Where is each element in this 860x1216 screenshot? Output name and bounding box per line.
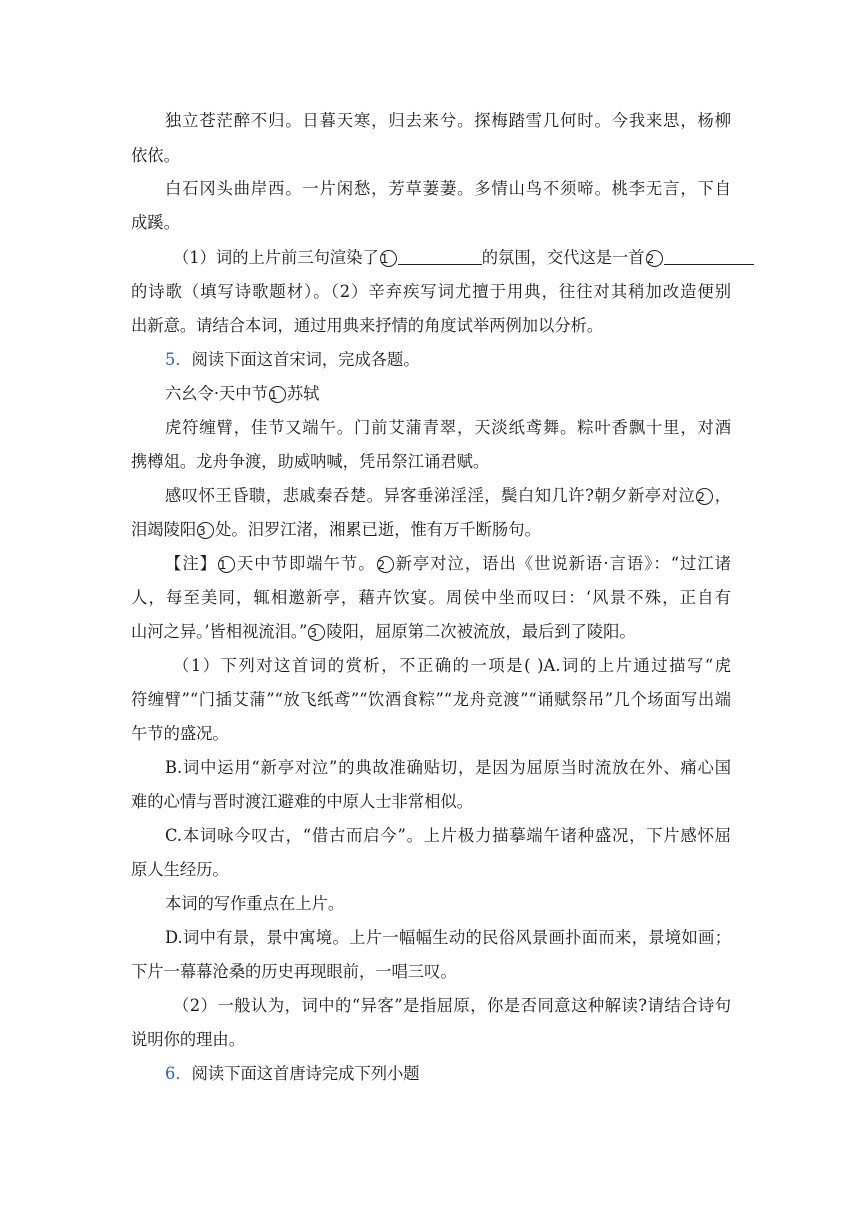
question-line	[173, 247, 731, 269]
question-number: 5．	[165, 350, 192, 369]
circled-number: 2	[646, 250, 663, 267]
answer-blank[interactable]	[398, 248, 482, 265]
option-c: C.本词咏今叹古，“借古而启今”。上片极力描摹端午诸种盛况，下片感怀屈	[165, 826, 731, 845]
question-heading	[165, 349, 731, 371]
circled-number: 1	[380, 250, 397, 267]
answer-blank[interactable]	[664, 248, 754, 265]
option-c: 本词的写作重点在上片。	[165, 894, 345, 913]
note-label: 【注】	[165, 554, 217, 573]
poem-line: 白石冈头曲岸西。一片闲愁，芳草萋萋。多情山鸟不须啼。桃李无言，下自	[165, 179, 731, 198]
question-text: 阅读下面这首宋词，完成各题。	[191, 350, 420, 369]
note-line: 人，每至美同，辄相邀新亭，藉卉饮宴。周侯中坐而叹曰：‘风景不殊，正自有	[131, 588, 731, 607]
title-text: 六幺令·天中节	[165, 384, 268, 403]
option-d: D.词中有景，景中寓境。上片一幅幅生动的民俗风景画扑面而来，景境如画；	[165, 928, 731, 947]
poem-text: 处。汨罗江渚，湘累已逝，惟有万千断肠句。	[215, 520, 541, 539]
circled-number: 1	[269, 386, 286, 403]
note-text: 天中节即端午节。	[235, 554, 376, 573]
circled-number: 3	[308, 624, 325, 641]
note-text: 陵阳，屈原第二次被流放，最后到了陵阳。	[326, 622, 636, 641]
poem-line: 虎符缠臂，佳节又端午。门前艾蒲青翠，天淡纸鸢舞。粽叶香飘十里，对酒	[165, 418, 731, 437]
question-text: （1）词的上片前三句渲染了	[173, 248, 379, 267]
question-text: 的氛围，交代这是一首	[481, 248, 645, 267]
option-b: 难的心情与晋时渡江避难的中原人士非常相似。	[131, 792, 473, 811]
note-text: 山河之异。’皆相视流泪。”	[131, 622, 308, 641]
poem-text: ，	[714, 486, 731, 505]
question-line: 的诗歌（填写诗歌题材）。（2）辛弃疾写词尤擅于用典，往往对其稍加改造便别	[131, 282, 731, 301]
circled-number: 1	[218, 556, 235, 573]
option-d: 下片一幕幕沧桑的历史再现眼前，一唱三叹。	[131, 962, 457, 981]
question-number: 6．	[165, 1064, 192, 1083]
circled-number: 2	[696, 488, 713, 505]
poem-line: 携樽俎。龙舟争渡，助威呐喊，凭吊祭江诵君赋。	[131, 452, 490, 471]
question-line: （2）一般认为，词中的“异客”是指屈原，你是否同意这种解读?请结合诗句	[173, 996, 731, 1015]
note-line	[165, 553, 731, 575]
question-line: 说明你的理由。	[131, 1030, 245, 1049]
poem-line	[165, 485, 731, 507]
question-heading	[165, 1063, 731, 1085]
poem-title	[165, 383, 731, 405]
question-text: 阅读下面这首唐诗完成下列小题	[191, 1064, 420, 1083]
poem-line: 成蹊。	[131, 213, 180, 232]
poem-text: 感叹怀王昏聩，悲戚秦吞楚。异客垂涕淫淫，鬓白知几许?朝夕新亭对泣	[165, 486, 696, 505]
question-line: 符缠臂”“门插艾蒲”“放飞纸鸢”“饮酒食粽”“龙舟竞渡”“诵赋祭吊”几个场面写出端	[131, 690, 731, 709]
author-name: 苏轼	[286, 384, 320, 403]
question-line: （1）下列对这首词的赏析，不正确的一项是( )A.词的上片通过描写“虎	[173, 656, 731, 675]
question-line: 出新意。请结合本词，通过用典来抒情的角度试举两例加以分析。	[131, 316, 604, 335]
poem-line: 独立苍茫醉不归。日暮天寒，归去来兮。探梅踏雪几何时。今我来思，杨柳	[165, 111, 731, 130]
poem-text: 泪竭陵阳	[131, 520, 197, 539]
poem-line: 依依。	[131, 146, 180, 165]
note-line	[131, 621, 731, 643]
option-c: 原人生经历。	[131, 860, 229, 879]
circled-number: 3	[197, 522, 214, 539]
poem-line	[131, 519, 731, 541]
question-line: 午节的盛况。	[131, 724, 229, 743]
note-text: 新亭对泣，语出《世说新语·言语》：“过江诸	[394, 554, 731, 573]
circled-number: 2	[377, 556, 394, 573]
option-b: B.词中运用“新亭对泣”的典故准确贴切，是因为屈原当时流放在外、痛心国	[165, 758, 731, 777]
